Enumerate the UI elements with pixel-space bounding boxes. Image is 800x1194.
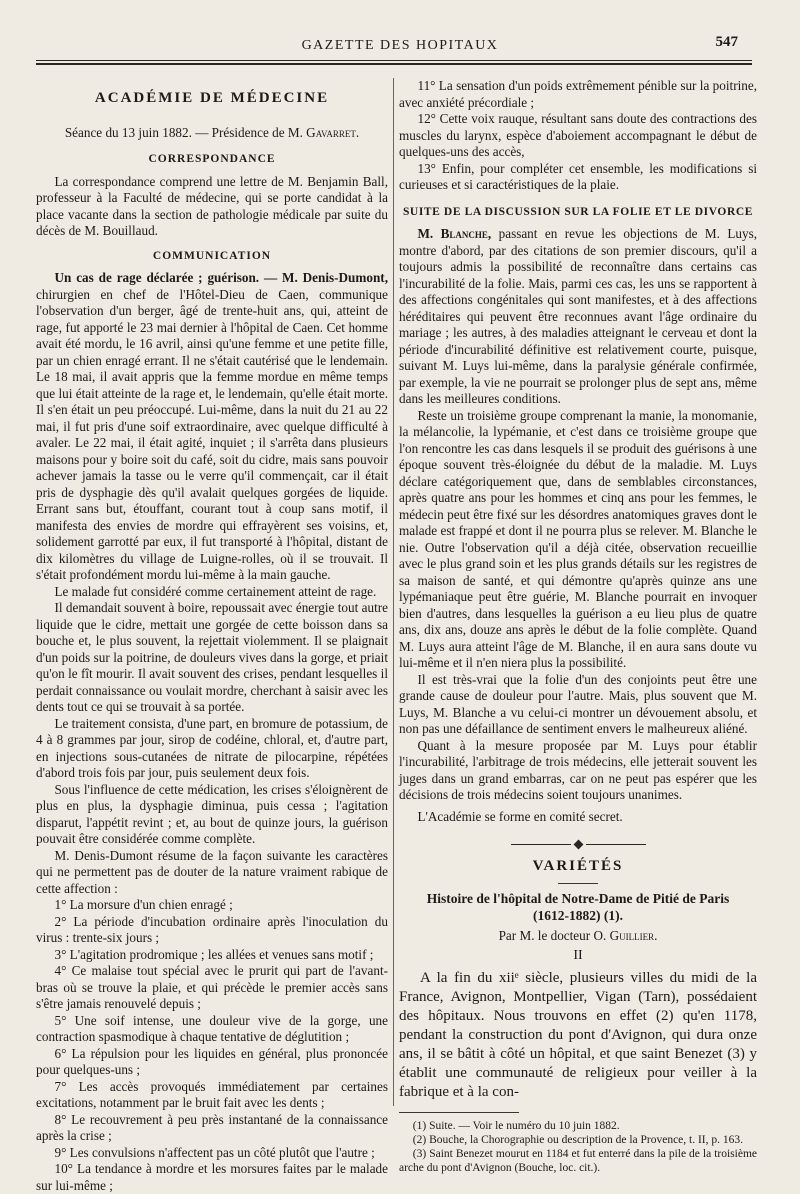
seance-text: Séance du 13 juin 1882. — Présidence de M. [64, 124, 307, 140]
paragraph-malade: Le malade fut considéré comme certainement atteint de rage. [54, 583, 377, 599]
article-title: Histoire de l'hôpital de Notre-Dame de Pitié de Paris [426, 890, 730, 906]
seance-line [36, 125, 388, 142]
list-item: 6° La répulsion pour les liquides en général, plus prononcée pour quelques-uns ; [36, 1045, 388, 1077]
paragraph-mesure: Quant à la mesure proposée par M. Luys pour établir l'incurabilité, l'arbitrage de trois médecins, elle jetterait souvent les juges dans un grand embarras, car on ne peut pas espérer que les décisions de trois médecins soient toujours unanimes. [399, 737, 757, 802]
list-item: 8° Le recouvrement à peu près instantané de la connaissance après la crise ; [36, 1111, 388, 1143]
running-title: GAZETTE DES HOPITAUX [301, 38, 499, 53]
subhead-correspondance: CORRESPONDANCE [148, 153, 276, 165]
list-item: 5° Une soif intense, une douleur vive de la gorge, une contraction spasmodique à chaque tentative de déglutition ; [36, 1012, 388, 1044]
subhead-communication: COMMUNICATION [152, 249, 272, 262]
byline [399, 928, 757, 945]
list-item: 9° Les convulsions n'affectent pas un côté plutôt que l'autre ; [54, 1144, 375, 1160]
page-number: 547 [715, 34, 738, 50]
list-item: 4° Ce malaise tout spécial avec le prurit qui part de l'avant-bras où se trouve la plaie, et qui précède le premier accès sans s'être jamais renouvelé depuis ; [36, 963, 388, 1011]
footnote-rule [399, 1112, 519, 1113]
blanche-lead: M. Blanche, [417, 226, 492, 241]
footnote: (1) Suite. — Voir le numéro du 10 juin 1882. [412, 1119, 620, 1132]
paragraph-case [36, 270, 388, 584]
header-rule [36, 60, 752, 61]
paragraph-influence: Sous l'influence de cette médication, les crises s'éloignèrent de plus en plus, la dysphagie diminua, puis cessa ; l'agitation disparut, l'appétit revint ; et, au bout de quinze jours, la guérison pouvait être considérée comme complète. [36, 781, 388, 846]
list-item: 10° La tendance à mordre et les morsures faites par le malade sur lui-même ; [36, 1161, 388, 1193]
section-title-academie: ACADÉMIE DE MÉDECINE [94, 90, 330, 106]
byline-pre: Par M. le docteur [498, 927, 594, 943]
list-item: 11° La sensation d'un poids extrêmement pénible sur la poitrine, avec anxiété précordiale ; [399, 78, 757, 110]
ornament-line [511, 844, 571, 845]
section-ornament [399, 841, 757, 848]
column-divider [393, 78, 394, 1106]
case-lead: Un cas de rage déclarée ; guérison. — M. Denis-Dumont, [54, 270, 388, 285]
ornament-diamond-icon [573, 840, 583, 850]
section-title-varietes: VARIÉTÉS [532, 858, 624, 874]
paragraph-blanche [399, 226, 757, 408]
list-item: 13° Enfin, pour compléter cet ensemble, les modifications si curieuses et si caractéristiques de la plaie. [399, 160, 757, 192]
list-item: 2° La période d'incubation ordinaire après l'inoculation du virus : trente-six jours ; [36, 913, 388, 945]
paragraph-comite: L'Académie se forme en comité secret. [417, 808, 623, 824]
subhead-suite-discussion: SUITE DE LA DISCUSSION SUR LA FOLIE ET LE DIVORCE [402, 205, 754, 218]
seance-president: Gavarret [306, 124, 356, 140]
left-column [36, 78, 388, 1193]
list-item: 7° Les accès provoqués immédiatement par certaines excitations, notamment par le bruit fait avec les dents ; [36, 1078, 388, 1110]
ornament-line [586, 844, 646, 845]
paragraph-fin-siecle: A la fin du xiiᵉ siècle, plusieurs villes du midi de la France, Avignon, Montpellier, Vigan (Tarn), possédaient des hôpitaux. Nous trouvons en effet (2) qu'en 1178, pendant la construction du pont d'Avignon, qui dura onze ans, il se bâtit à côté un hôpital, et que saint Benezet (3) y établit une communauté de religieux pour veiller à la fabrique et à la con- [399, 969, 757, 1100]
list-item: 3° L'agitation prodromique ; les allées et venues sans motif ; [54, 946, 374, 962]
list-item: 12° Cette voix rauque, résultant sans doute des contractions des muscles du larynx, espèce d'aboiement accompagnant le début de quelques-uns des accès, [399, 111, 757, 159]
blanche-text: passant en revue les objections de M. Luys, montre d'abord, par des citations de son premier discours, qu'il a toujours admis la possibilité de reconnaître dans certains cas l'incurabilité de la folie. Mais, parmi ces cas, les uns se rapportent à des affections congénitales qui sont manifestes, et à des affections héréditaires qui peuvent être reconnues avant l'âge ordinaire du mariage ; les autres, à des maladies atteignant le cerveau et dont la période d'incurabilité définitive est relativement courte, puisque, suivant M. Luys lui-même, dans la paralysie générale confirmée, par exemple, la vie ne pourrait se prolonger plus de sept ans, même dans les meilleures conditions. [399, 226, 757, 406]
footnote: (3) Saint Benezet mourut en 1184 et fut enterré dans la pile de la troisième arche du pont d'Avignon (Bouche, loc. cit.). [399, 1147, 757, 1174]
paragraph-correspondance: La correspondance comprend une lettre de M. Benjamin Ball, professeur à la Faculté de médecine, qui se porte candidat à la place vacante dans la section de pathologie médicale par suite du décès de M. Bouillaud. [36, 173, 388, 238]
byline-author: O. Guillier [593, 927, 655, 943]
byline-end: . [654, 927, 658, 943]
list-item: 1° La morsure d'un chien enragé ; [54, 897, 233, 912]
paragraph-resume: M. Denis-Dumont résume de la façon suivante les caractères qui ne permettent pas de douter de la nature vraiment rabique de cette affection : [36, 847, 388, 896]
paragraph-demandait: Il demandait souvent à boire, repoussait avec énergie tout autre liquide que le cidre, mettait une gorgée de cette boisson dans sa bouche et, le plus souvent, la rejettait violemment. Il se plaignait d'un poids sur la poitrine, de douleurs vives dans la gorge, et priait qu'on le fît mourir. Il avait souvent des crises, pendant lesquelles il perdait connaissance ou voulait mordre, cherchant à saisir avec les dents tout ce qui se trouvait à sa portée. [36, 600, 388, 714]
right-column [399, 78, 757, 1174]
paragraph-traitement: Le traitement consista, d'une part, en bromure de potassium, de 4 à 8 grammes par jour, sirop de codéine, chloral, et, d'autre part, en injections sous-cutanées de nitrate de pilocarpine, répétées d'abord trois fois par jour, puis seulement deux fois. [36, 715, 388, 780]
paragraph-tres-vrai: Il est très-vrai que la folie d'un des conjoints peut être une grande cause de douleur pour l'autre. Mais, plus souvent que M. Luys, M. Blanche a vu celui-ci montrer un dévouement absolu, et non pas une défaillance de sentiment envers le malheureux aliéné. [399, 671, 757, 736]
chapter-number: II [573, 948, 583, 963]
footnote: (2) Bouche, la Chorographie ou description de la Provence, t. II, p. 163. [412, 1133, 744, 1146]
paragraph-reste: Reste un troisième groupe comprenant la manie, la monomanie, la mélancolie, la lypémanie, et c'est dans ce troisième groupe que l'on rencontre les cas dans lesquels il se produit des guérisons à une époque souvent très-éloignée du début de la maladie. M. Luys déclare catégoriquement que, dans de semblables circonstances, après quatre ans pour les hommes et cinq ans pour les femmes, le médecin peut être fixé sur les désordres anatomiques graves dont le malade est frappé et dont il ne pourra plus se relever. M. Blanche le nie. Outre l'observation qu'il a déjà citée, observation recueillie avec le plus grand soin et les plus grands détails sur les registres de sa maison de santé, et qui démontre qu'après quinze ans une lypémaniaque peut être guérie, M. Blanche pourrait en invoquer bien d'autres, dans lesquelles la guérison a eu lieu plus de quatre ans, dix ans, douze ans après le début de la folie complète. Quand M. Luys aura atteint l'âge de M. Blanche, il en aura sans doute vu lui-même et il n'en niera plus la possibilité. [399, 407, 757, 670]
article-title-dates: (1612-1882) (1). [533, 907, 623, 923]
case-text: chirurgien en chef de l'Hôtel-Dieu de Caen, communique l'observation d'un berger, âgé de trente-huit ans, qui, atteint de rage, fut apporté le 23 mai dernier à l'hôpital de Caen. Cet homme avait été mordu, le 16 avril, ainsi qu'une femme et une petite fille, par un chien enragé errant. Il ne s'était cautérisé que le lendemain. Le 18 mai, il avait appris que la femme mordue en même temps que lui était atteinte de la rage et, le lendemain, qu'elle était morte. Il s'en était un peu préoccupé. Lui-même, dans la nuit du 21 au 22 mai, il fut pris d'une soif extraordinaire, avec quelque difficulté à avaler. Le 22 mai, il était agité, inquiet ; il s'arrêta dans plusieurs maisons pour y boire soit du café, soit du cidre, mais sans pouvoir achever jamais la tasse ou le verre qu'il commençait, car il était pris de dysphagie dès qu'il avalait quelques gorgées de liquide. Errant sans but, étouffant, courant tout à coup sans motif, il manifesta des envies de mordre qui effrayèrent ses voisins, et, solidement garrotté par eux, il fut transporté à l'hôpital, distant de dix kilomètres du village de Luigne-rolles, où il se trouvait. Il s'était profondément mordu lui-même à la main gauche. [36, 286, 388, 582]
header-rule-thick [36, 63, 752, 65]
seance-end: . [355, 124, 360, 140]
short-rule [558, 883, 598, 884]
